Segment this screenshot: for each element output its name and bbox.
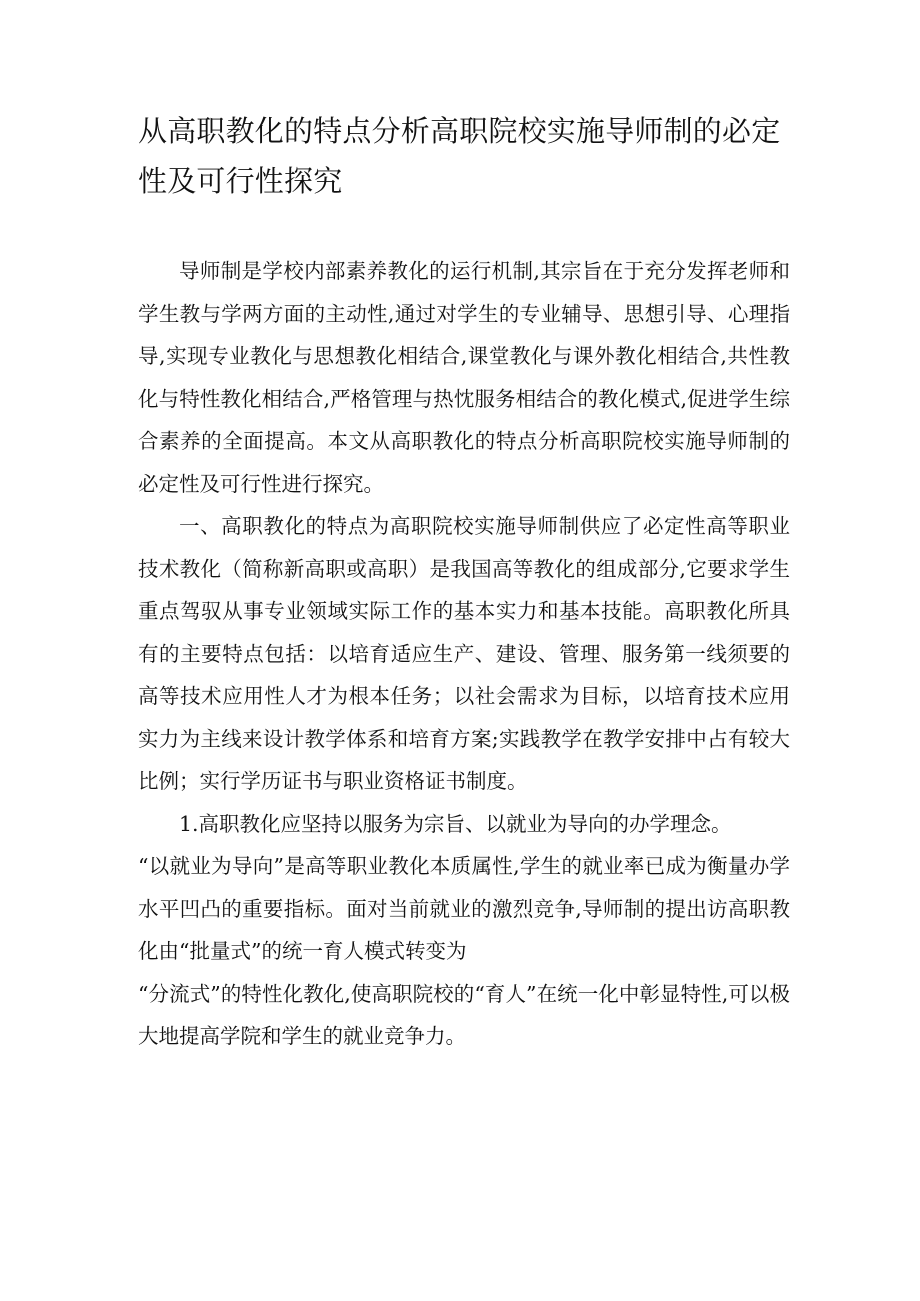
paragraph-employment: “以就业为导向”是高等职业教化本质属性,学生的就业率已成为衡量办学水平凹凸的重要指标。面对当前就业的激烈竞争,导师制的提出访高职教化由“批量式”的统一育人模式转变为 xyxy=(138,854,790,963)
document-body xyxy=(138,250,790,1058)
paragraph-intro: 导师制是学校内部素养教化的运行机制,其宗旨在于充分发挥老师和学生教与学两方面的主动性,通过对学生的专业辅导、思想引导、心理指导,实现专业教化与思想教化相结合,课堂教化与课外教化相结合,共性教化与特性教化相结合,严格管理与热忱服务相结合的教化模式,促进学生综合素养的全面提高。本文从高职教化的特点分析高职院校实施导师制的必定性及可行性进行探究。 xyxy=(138,259,790,496)
paragraph-section-one: 一、高职教化的特点为高职院校实施导师制供应了必定性高等职业技术教化（简称新高职或高职）是我国高等教化的组成部分,它要求学生重点驾驭从事专业领域实际工作的基本实力和基本技能。高职教化所具有的主要特点包括：以培育适应生产、建设、管理、服务第一线须要的高等技术应用性人才为根本任务；以社会需求为目标，以培育技术应用实力为主线来设计教学体系和培育方案;实践教学在教学安排中占有较大比例；实行学历证书与职业资格证书制度。 xyxy=(138,514,790,793)
document-title: 从高职教化的特点分析高职院校实施导师制的必定性及可行性探究 xyxy=(138,114,781,198)
paragraph-individualized: “分流式”的特性化教化,使高职院校的“育人”在统一化中彰显特性,可以极大地提高学院和学生的就业竞争力。 xyxy=(138,981,790,1048)
paragraph-point-one: 1.高职教化应坚持以服务为宗旨、以就业为导向的办学理念。 xyxy=(179,811,732,836)
